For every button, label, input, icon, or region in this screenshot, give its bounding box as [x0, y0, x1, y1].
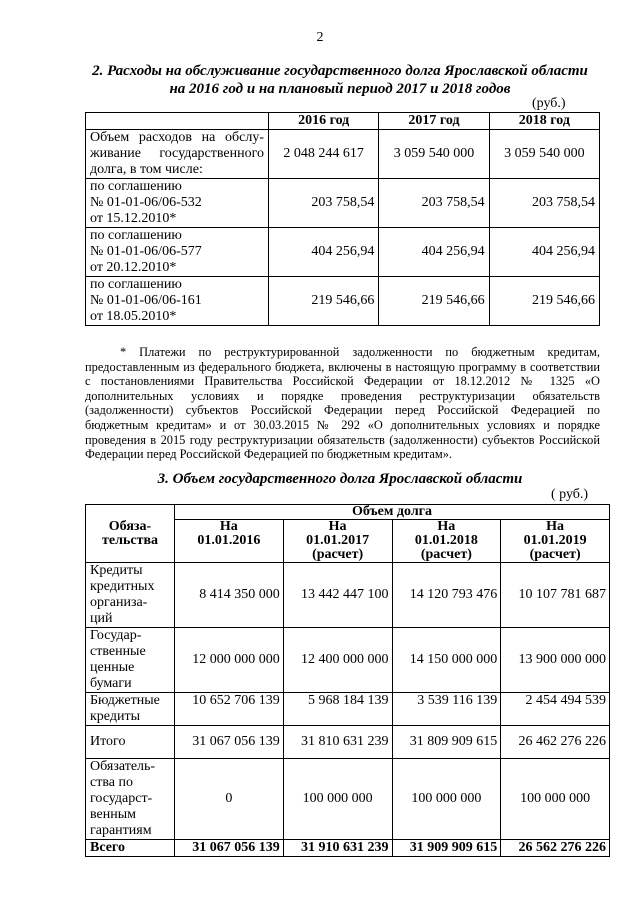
- value-cell: 219 546,66: [269, 277, 379, 326]
- value-cell: 31 067 056 139: [175, 840, 284, 857]
- label-line: по соглашению: [90, 179, 182, 194]
- table-row: [86, 726, 610, 759]
- table-header-row: [86, 505, 610, 520]
- header-line: 01.01.2017: [306, 533, 370, 548]
- header-obligations: [86, 505, 175, 563]
- footnote: * Платежи по реструктурированной задолженности по бюджетным кредитам, предоставленным из федерального бюджета, включены в настоящую программу в соответствии с постановлениями Правительства Российской Федерации от 18.12.2012 № 1325 «О дополнительных условиях и порядке проведения реструктуризации обязательств (задолженности) субъектов Российской Федерации перед Российской Федерацией по бюджетным кредитам» и от 30.03.2015 № 292 «О дополнительных условиях и порядке проведения в 2015 году реструктуризации обязательств (задолженности) субъектов Российской Федерации перед Российской Федерацией по бюджетным кредитам».: [85, 345, 600, 462]
- label-line: венным: [90, 807, 136, 822]
- table-row: [86, 563, 610, 628]
- table-row: [86, 693, 610, 726]
- row-label: [86, 130, 269, 179]
- table-row: [86, 628, 610, 693]
- row-label: [86, 628, 175, 693]
- table-row: [86, 130, 600, 179]
- value-cell: 26 562 276 226: [501, 840, 610, 857]
- header-line: На: [546, 519, 565, 534]
- value-cell: 12 400 000 000: [283, 628, 392, 693]
- header-2017: 2017 год: [379, 113, 489, 130]
- row-label: [86, 277, 269, 326]
- row-label: [86, 693, 175, 726]
- row-label: [86, 228, 269, 277]
- section2-title: [60, 62, 620, 98]
- value-cell: 100 000 000: [392, 759, 501, 840]
- value-cell: 10 652 706 139: [175, 693, 284, 726]
- value-cell: 3 059 540 000: [489, 130, 599, 179]
- value-cell: 31 910 631 239: [283, 840, 392, 857]
- value-cell: 404 256,94: [489, 228, 599, 277]
- row-label: [86, 563, 175, 628]
- label-line: № 01-01-06/06-532: [90, 195, 202, 210]
- value-cell: 404 256,94: [269, 228, 379, 277]
- label-line: ственные: [90, 644, 146, 659]
- value-cell: 31 810 631 239: [283, 726, 392, 759]
- header-debt-volume: Объем долга: [175, 505, 610, 520]
- value-cell: 12 000 000 000: [175, 628, 284, 693]
- value-cell: 2 048 244 617: [269, 130, 379, 179]
- row-label: [86, 840, 175, 857]
- value-cell: 203 758,54: [269, 179, 379, 228]
- value-cell: 31 909 909 615: [392, 840, 501, 857]
- label-line: долга, в том числе:: [90, 162, 203, 177]
- label-line: Итого: [90, 734, 126, 749]
- value-cell: 31 067 056 139: [175, 726, 284, 759]
- value-cell: 5 968 184 139: [283, 693, 392, 726]
- header-date-col: [175, 520, 284, 563]
- value-cell: 3 059 540 000: [379, 130, 489, 179]
- value-cell: 13 900 000 000: [501, 628, 610, 693]
- section3-unit: ( руб.): [551, 487, 589, 502]
- label-line: ций: [90, 611, 113, 626]
- label-line: живание государственного: [90, 146, 264, 161]
- value-cell: 2 454 494 539: [501, 693, 610, 726]
- label-line: от 20.12.2010*: [90, 260, 177, 275]
- section2-unit: (руб.): [532, 96, 566, 111]
- label-line: Объем расходов на обслу-: [90, 130, 264, 145]
- label-line: Всего: [90, 840, 125, 855]
- label-line: от 18.05.2010*: [90, 309, 177, 324]
- header-line: (расчет): [529, 547, 581, 562]
- label-line: Бюджетные: [90, 693, 160, 708]
- label-line: ства по: [90, 775, 133, 790]
- value-cell: 31 809 909 615: [392, 726, 501, 759]
- header-date-col: [283, 520, 392, 563]
- table-row: [86, 277, 600, 326]
- value-cell: 100 000 000: [501, 759, 610, 840]
- header-date-col: [392, 520, 501, 563]
- debt-volume-table: [85, 504, 610, 857]
- value-cell: 3 539 116 139: [392, 693, 501, 726]
- value-cell: 8 414 350 000: [175, 563, 284, 628]
- label-line: кредитных: [90, 579, 155, 594]
- value-cell: 14 120 793 476: [392, 563, 501, 628]
- row-label: [86, 726, 175, 759]
- table-row: [86, 179, 600, 228]
- table-row: [86, 228, 600, 277]
- table-header-row: [86, 113, 600, 130]
- label-line: по соглашению: [90, 228, 182, 243]
- debt-service-table: [85, 112, 600, 326]
- header-date-col: [501, 520, 610, 563]
- value-cell: 10 107 781 687: [501, 563, 610, 628]
- value-cell: 219 546,66: [379, 277, 489, 326]
- header-line: 01.01.2016: [197, 533, 261, 548]
- label-line: бумаги: [90, 676, 132, 691]
- value-cell: 404 256,94: [379, 228, 489, 277]
- header-line: На: [328, 519, 347, 534]
- label-line: от 15.12.2010*: [90, 211, 177, 226]
- label-line: Обязатель-: [90, 759, 156, 774]
- section2-title-line1: 2. Расходы на обслуживание государственного долга Ярославской области: [92, 63, 588, 79]
- label-line: организа-: [90, 595, 148, 610]
- header-line: (расчет): [312, 547, 364, 562]
- label-line: Государ-: [90, 628, 142, 643]
- section3-title: 3. Объем государственного долга Ярославской области: [157, 471, 523, 487]
- label-line: по соглашению: [90, 277, 182, 292]
- label-line: гарантиям: [90, 823, 152, 838]
- table-row-total: [86, 840, 610, 857]
- value-cell: 14 150 000 000: [392, 628, 501, 693]
- value-cell: 13 442 447 100: [283, 563, 392, 628]
- value-cell: 219 546,66: [489, 277, 599, 326]
- section2-title-line2: на 2016 год и на плановый период 2017 и 2018 годов: [169, 81, 511, 97]
- header-line: (расчет): [420, 547, 472, 562]
- label-line: № 01-01-06/06-161: [90, 293, 202, 308]
- value-cell: 26 462 276 226: [501, 726, 610, 759]
- value-cell: 203 758,54: [379, 179, 489, 228]
- value-cell: 203 758,54: [489, 179, 599, 228]
- page-number: 2: [316, 30, 324, 45]
- header-line: На: [437, 519, 456, 534]
- header-2018: 2018 год: [489, 113, 599, 130]
- header-line: На: [219, 519, 238, 534]
- row-label: [86, 759, 175, 840]
- value-cell: 100 000 000: [283, 759, 392, 840]
- table-row: [86, 759, 610, 840]
- label-line: № 01-01-06/06-577: [90, 244, 202, 259]
- header-obligations-text: Обяза-тельства: [102, 518, 158, 548]
- row-label: [86, 179, 269, 228]
- header-line: 01.01.2019: [523, 533, 587, 548]
- header-empty: [86, 113, 269, 130]
- header-line: 01.01.2018: [414, 533, 478, 548]
- value-cell: 0: [175, 759, 284, 840]
- label-line: государст-: [90, 791, 153, 806]
- label-line: Кредиты: [90, 563, 143, 578]
- label-line: кредиты: [90, 709, 140, 724]
- label-line: ценные: [90, 660, 135, 675]
- header-2016: 2016 год: [269, 113, 379, 130]
